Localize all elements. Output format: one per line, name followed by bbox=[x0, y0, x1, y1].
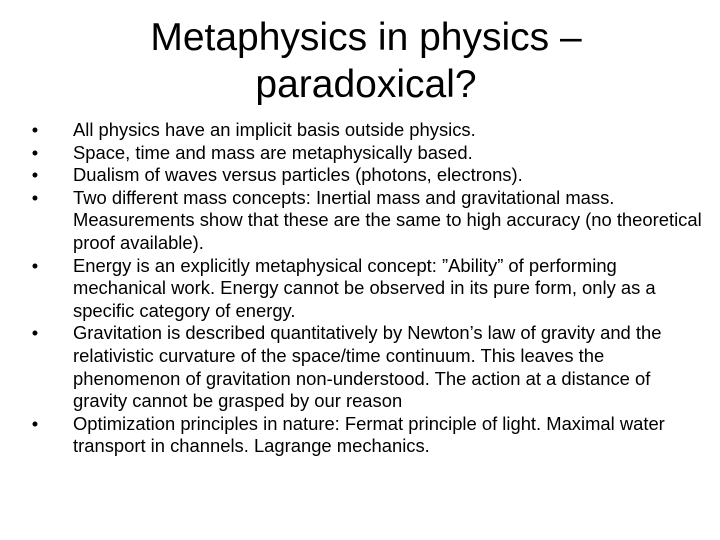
bullet-item bbox=[28, 322, 708, 412]
bullet-text: All physics have an implicit basis outside physics. bbox=[73, 119, 476, 140]
bullet-icon: • bbox=[31, 254, 39, 276]
bullet-item bbox=[28, 142, 708, 165]
bullet-text: Space, time and mass are metaphysically based. bbox=[73, 141, 473, 163]
bullet-item bbox=[28, 187, 708, 255]
bullet-icon: • bbox=[31, 186, 39, 208]
bullet-item bbox=[28, 119, 708, 142]
bullet-icon: • bbox=[31, 412, 39, 434]
slide-title: Metaphysics in physics – paradoxical? bbox=[150, 16, 582, 106]
bullet-item bbox=[28, 164, 708, 187]
bullet-text: Gravitation is described quantitatively by Newton’s law of gravity and the relativistic curvature of the space/time continuum. This leaves the phenomenon of gravitation non-understood. The action at a distance of gravity cannot be grasped by our reason bbox=[73, 322, 662, 412]
bullet-icon: • bbox=[31, 164, 39, 186]
bullet-icon: • bbox=[31, 141, 39, 163]
bullet-item bbox=[28, 413, 708, 458]
bullet-icon: • bbox=[31, 119, 39, 140]
bullet-text: Energy is an explicitly metaphysical concept: ”Ability” of performing mechanical work. Energy cannot be observed in its pure form, only as a specific category of energy. bbox=[73, 254, 656, 321]
bullet-text: Optimization principles in nature: Fermat principle of light. Maximal water transport in channels. Lagrange mechanics. bbox=[73, 412, 665, 457]
bullet-text: Two different mass concepts: Inertial mass and gravitational mass. Measurements show that these are the same to high accuracy (no theoretical proof available). bbox=[73, 186, 702, 253]
bullet-icon: • bbox=[31, 322, 39, 344]
bullet-list bbox=[28, 119, 708, 458]
bullet-text: Dualism of waves versus particles (photons, electrons). bbox=[73, 164, 523, 186]
bullet-item bbox=[28, 255, 708, 323]
